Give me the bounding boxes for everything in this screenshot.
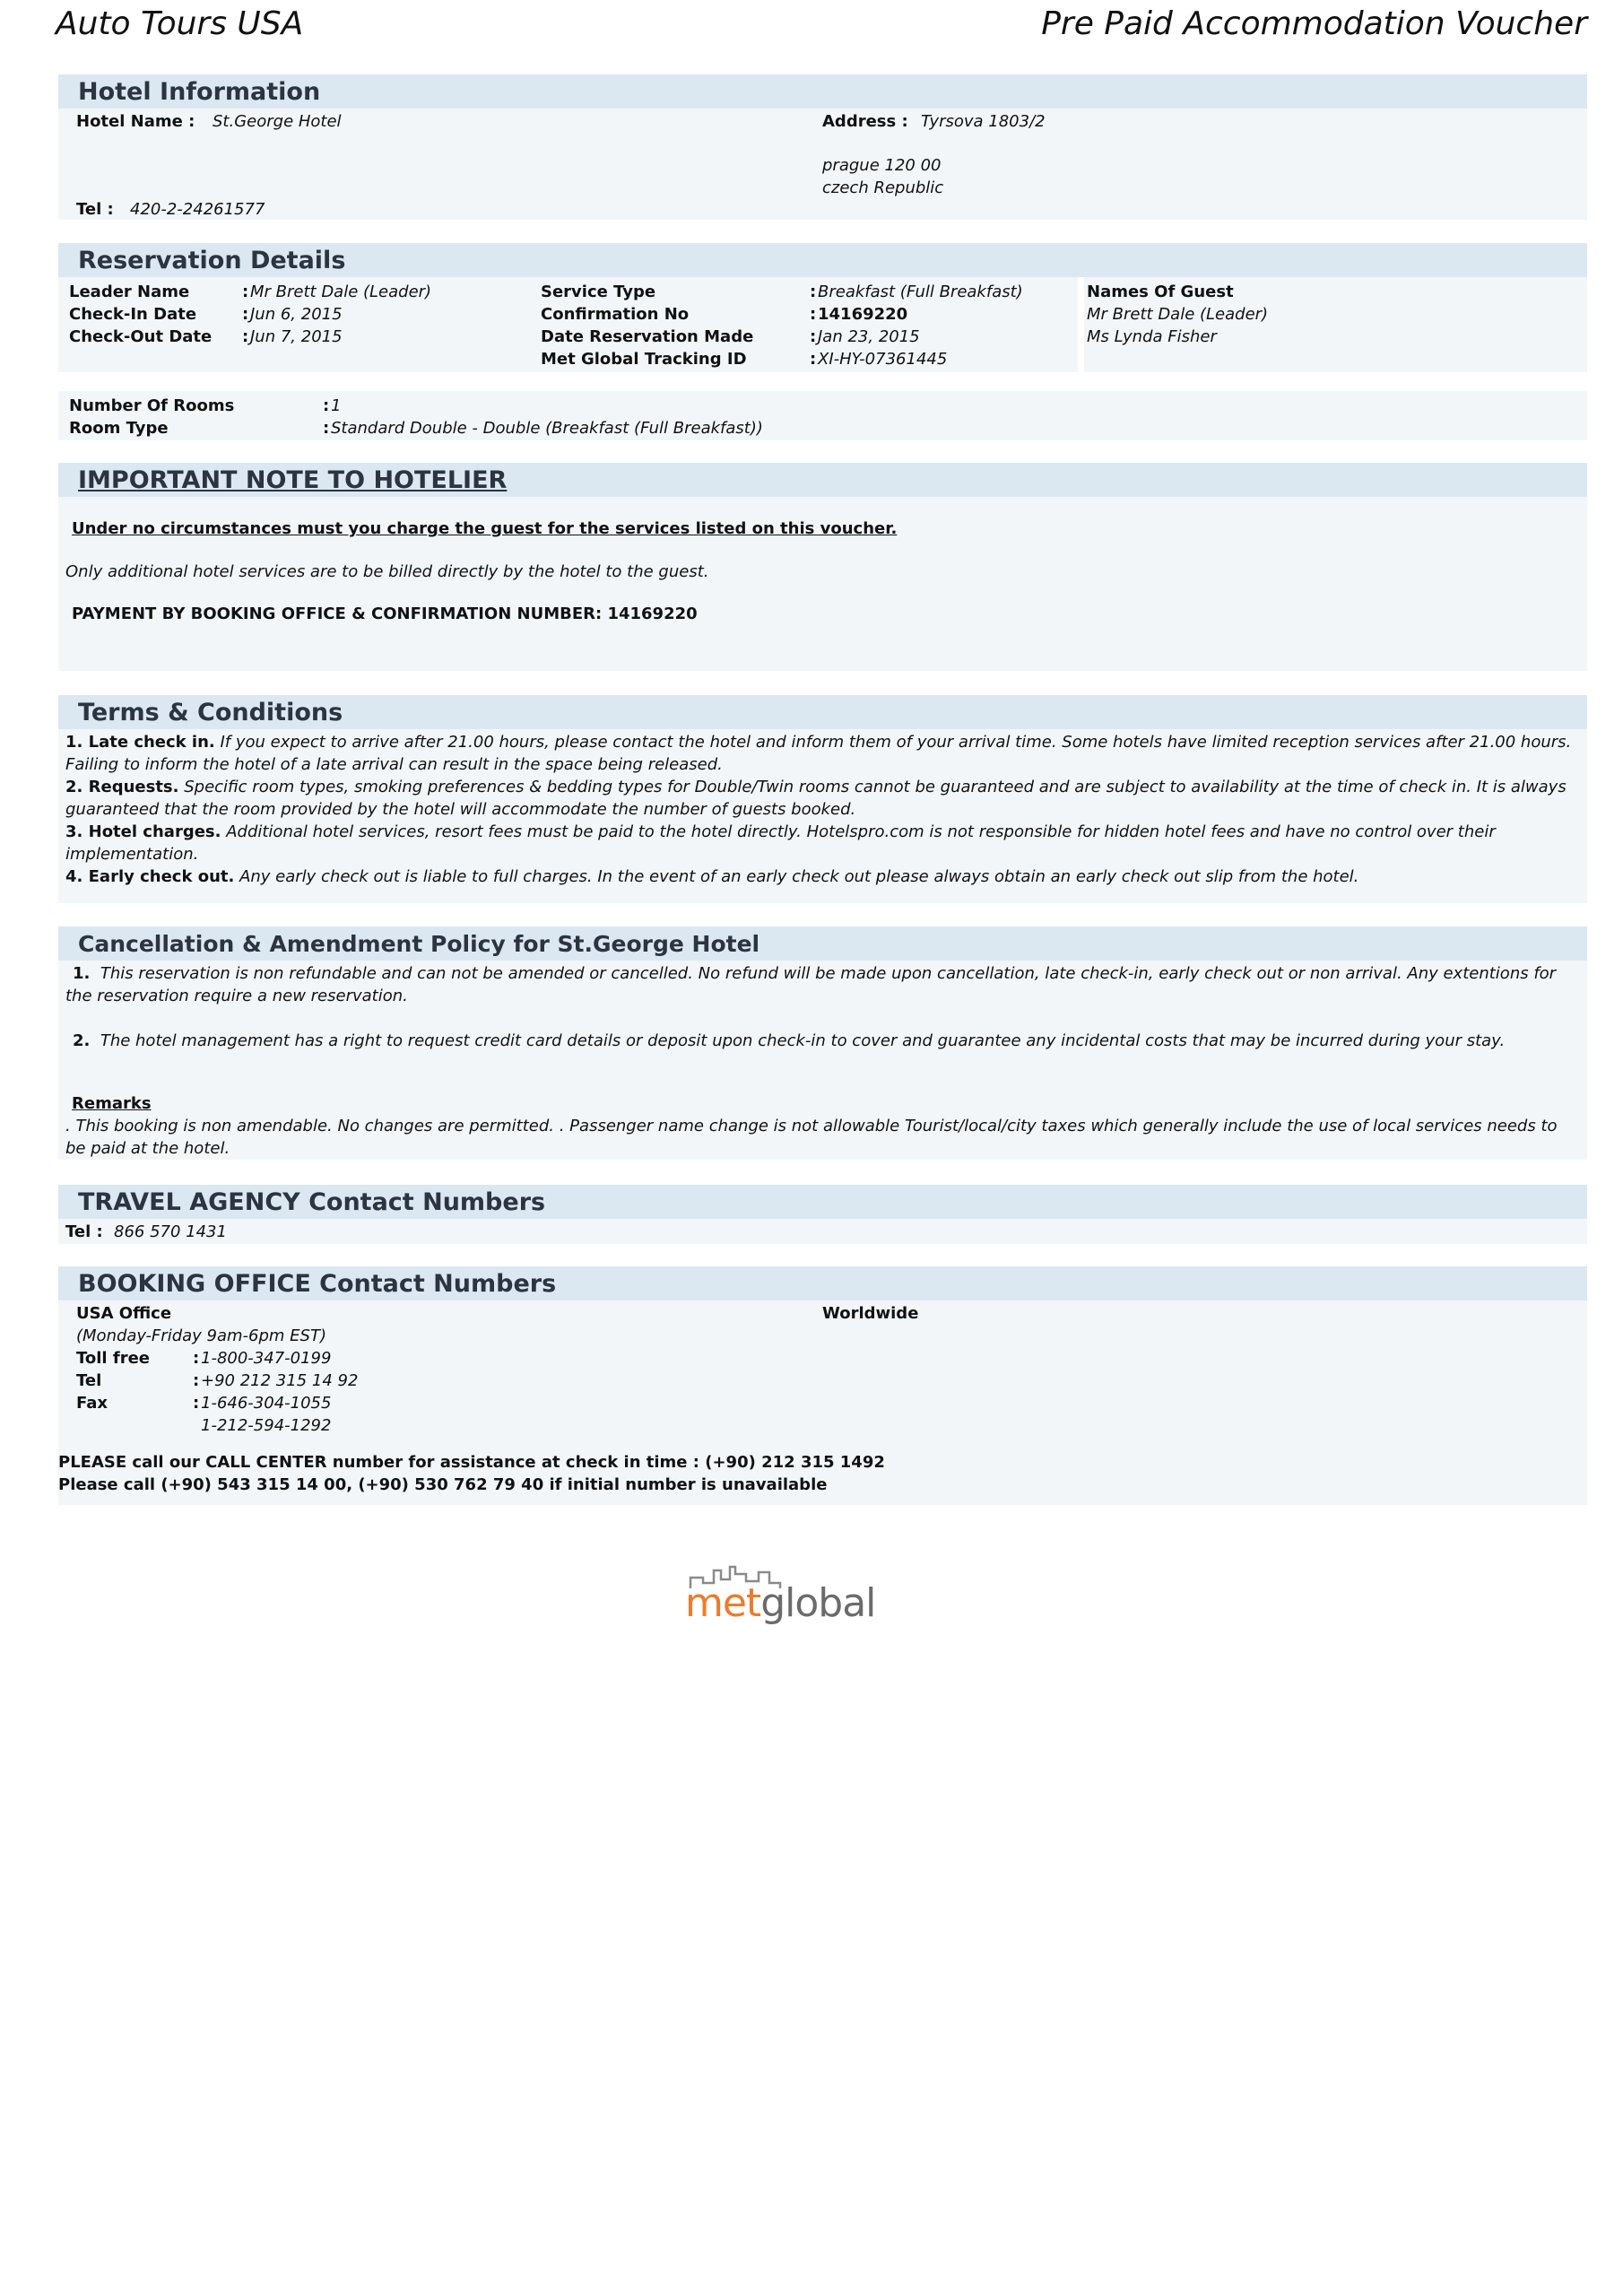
terms-item	[65, 865, 1578, 888]
colon: :	[242, 283, 249, 301]
tollfree-number: 1-800-347-0199	[201, 1349, 332, 1368]
terms-item	[65, 821, 1578, 865]
checkin-date: Jun 6, 2015	[250, 305, 343, 324]
rooms-label: Number Of Rooms	[69, 396, 235, 415]
reservation-details-heading: Reservation Details	[58, 243, 1587, 277]
colon: :	[810, 350, 817, 369]
cancellation-item-text: This reservation is non refundable and can not be amended or cancelled. No refund will be made upon cancellation, late check-in, early check out or non arrival. Any extentions for the reservation require a new reservation.	[65, 964, 1557, 1005]
payment-note: PAYMENT BY BOOKING OFFICE & CONFIRMATION NUMBER: 14169220	[72, 604, 698, 623]
colon: :	[323, 419, 330, 438]
agency-tel: 866 570 1431	[114, 1222, 227, 1241]
remarks-text: . This booking is non amendable. No changes are permitted. . Passenger name change is not allowable Tourist/local/city taxes which generally include the use of local services needs to be paid at the hotel.	[65, 1117, 1558, 1158]
hotel-information-section	[58, 74, 1587, 220]
tollfree-label: Toll free	[76, 1349, 150, 1368]
guest-name-2: Ms Lynda Fisher	[1087, 327, 1217, 346]
colon: :	[193, 1371, 200, 1390]
rooms-section	[58, 391, 1587, 440]
terms-section	[58, 695, 1587, 903]
cancellation-item	[65, 962, 1578, 1007]
cancellation-section	[58, 926, 1587, 1160]
leader-name: Mr Brett Dale (Leader)	[250, 283, 432, 301]
date-made-label: Date Reservation Made	[541, 327, 754, 346]
usa-office-label: USA Office	[76, 1304, 172, 1323]
alternate-numbers-note: Please call (+90) 543 315 14 00, (+90) 530 762 79 40 if initial number is unavailable	[58, 1475, 828, 1494]
hotel-information-heading: Hotel Information	[58, 74, 1587, 109]
colon: :	[323, 396, 330, 415]
hotel-tel-label: Tel :	[76, 200, 114, 219]
address-label: Address :	[822, 112, 908, 131]
service-type: Breakfast (Full Breakfast)	[818, 283, 1023, 301]
fax-label: Fax	[76, 1394, 108, 1413]
leader-name-label: Leader Name	[69, 283, 190, 301]
cancellation-heading: Cancellation & Amendment Policy for St.George Hotel	[58, 926, 1587, 961]
important-note-heading: IMPORTANT NOTE TO HOTELIER	[58, 463, 1587, 497]
checkout-label: Check-Out Date	[69, 327, 213, 346]
no-charge-note: Under no circumstances must you charge the guest for the services listed on this voucher.	[72, 519, 898, 538]
logo-global: global	[760, 1580, 876, 1626]
date-made: Jan 23, 2015	[818, 327, 920, 346]
rooms-count: 1	[331, 396, 342, 415]
terms-item-text: If you expect to arrive after 21.00 hours, please contact the hotel and inform them of your arrival time. Some hotels have limited reception services after 21.00 hours. Failing to inform the hotel of a late arrival can result in the space being released.	[65, 733, 1572, 774]
office-hours: (Monday-Friday 9am-6pm EST)	[76, 1326, 326, 1345]
colon: :	[242, 305, 249, 324]
tracking-label: Met Global Tracking ID	[541, 350, 747, 369]
terms-item-label: 1. Late check in.	[65, 733, 215, 752]
cancellation-item-text: The hotel management has a right to request credit card details or deposit upon check-in to cover and guarantee any incidental costs that may be incurred during your stay.	[100, 1031, 1506, 1050]
terms-item-text: Additional hotel services, resort fees must be paid to the hotel directly. Hotelspro.com is not responsible for hidden hotel fees and have no control over their implementation.	[65, 822, 1496, 864]
colon: :	[242, 327, 249, 346]
travel-agency-section	[58, 1185, 1587, 1244]
service-type-label: Service Type	[541, 283, 656, 301]
terms-item-text: Specific room types, smoking preferences & bedding types for Double/Twin rooms cannot be guaranteed and are subject to availability at the time of check in. It is always guaranteed that the room provided by the hotel will accommodate the number of guests booked.	[65, 778, 1567, 819]
document-title: Pre Paid Accommodation Voucher	[1041, 5, 1587, 42]
terms-item	[65, 731, 1578, 776]
colon: :	[193, 1394, 200, 1413]
hotel-name-label: Hotel Name :	[76, 112, 195, 131]
call-center-note: PLEASE call our CALL CENTER number for assistance at check in time : (+90) 212 315 1492	[58, 1453, 885, 1472]
address-line2: prague 120 00	[822, 156, 942, 175]
metglobal-logo	[683, 1565, 970, 1628]
address-line1: Tyrsova 1803/2	[921, 112, 1046, 131]
terms-heading: Terms & Conditions	[58, 695, 1587, 729]
office-tel: +90 212 315 14 92	[201, 1371, 359, 1390]
guest-name-1: Mr Brett Dale (Leader)	[1087, 305, 1269, 324]
logo-wordmark	[685, 1581, 875, 1626]
agency-tel-label: Tel :	[65, 1222, 103, 1241]
top-bar	[56, 5, 1587, 50]
worldwide-label: Worldwide	[822, 1304, 919, 1323]
terms-item-label: 3. Hotel charges.	[65, 822, 221, 841]
guest-names-label: Names Of Guest	[1087, 283, 1234, 301]
colon: :	[193, 1349, 200, 1368]
additional-services-note: Only additional hotel services are to be billed directly by the hotel to the guest.	[65, 562, 709, 581]
tracking-id: XI-HY-07361445	[818, 350, 948, 369]
terms-item-label: 2. Requests.	[65, 778, 179, 796]
booking-office-section	[58, 1266, 1587, 1505]
hotel-tel: 420-2-24261577	[130, 200, 265, 219]
cancellation-item-label: 2.	[73, 1031, 91, 1050]
hotel-name: St.George Hotel	[213, 112, 342, 131]
cancellation-item	[65, 1030, 1578, 1052]
remarks-label: Remarks	[72, 1094, 152, 1113]
booking-office-heading: BOOKING OFFICE Contact Numbers	[58, 1266, 1587, 1300]
colon: :	[810, 283, 817, 301]
checkout-date: Jun 7, 2015	[250, 327, 343, 346]
important-note-section	[58, 463, 1587, 671]
fax-number-1: 1-646-304-1055	[201, 1394, 332, 1413]
terms-item	[65, 776, 1578, 821]
logo-met: met	[685, 1580, 761, 1626]
room-type-label: Room Type	[69, 419, 169, 438]
office-tel-label: Tel	[76, 1371, 102, 1390]
confirmation-label: Confirmation No	[541, 305, 690, 324]
travel-agency-heading: TRAVEL AGENCY Contact Numbers	[58, 1185, 1587, 1219]
confirmation-number: 14169220	[818, 305, 908, 324]
reservation-details-section	[58, 243, 1587, 374]
room-type: Standard Double - Double (Breakfast (Full Breakfast))	[331, 419, 763, 438]
company-name: Auto Tours USA	[56, 5, 304, 42]
colon: :	[810, 327, 817, 346]
terms-item-text: Any early check out is liable to full charges. In the event of an early check out please always obtain an early check out slip from the hotel.	[239, 867, 1359, 886]
checkin-label: Check-In Date	[69, 305, 197, 324]
colon: :	[810, 305, 817, 324]
terms-item-label: 4. Early check out.	[65, 867, 235, 886]
fax-number-2: 1-212-594-1292	[201, 1416, 332, 1435]
address-line3: czech Republic	[822, 178, 944, 197]
cancellation-item-label: 1.	[73, 964, 91, 983]
